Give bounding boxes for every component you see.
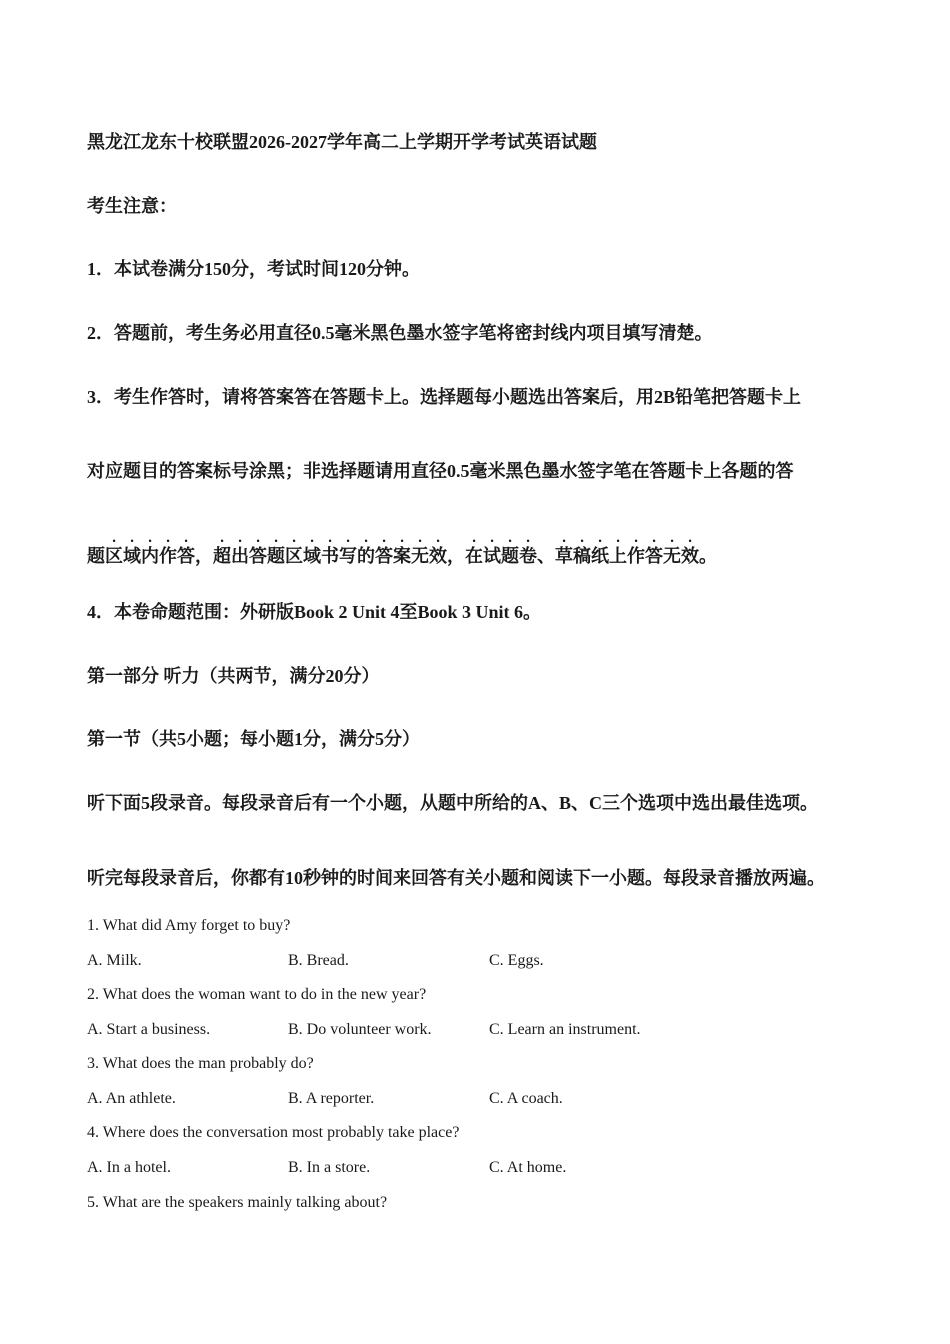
notice-heading: 考生注意： [87, 196, 177, 216]
question-stem: 2. What does the woman want to do in the new year? [87, 986, 427, 1003]
notice-item-3-line-2: 对应题目的答案标号涂黑；非选择题请用直径0.5毫米黑色墨水签字笔在答题卡上各题的答 [87, 461, 794, 481]
notice-item-1: 1．本试卷满分150分，考试时间120分钟。 [87, 259, 420, 279]
question-stem: 5. What are the speakers mainly talking about? [87, 1194, 388, 1211]
option-b: B. In a store. [288, 1159, 371, 1176]
option-b: B. A reporter. [288, 1090, 375, 1107]
question-stem: 4. Where does the conversation most probably take place? [87, 1124, 460, 1141]
question-stem: 1. What did Amy forget to buy? [87, 917, 291, 934]
notice-item-3-line-3 [87, 536, 717, 568]
option-c: C. Eggs. [489, 952, 544, 969]
notice-item-3-line-1: 3．考生作答时，请将答案答在答题卡上。选择题每小题选出答案后，用2B铅笔把答题卡上 [87, 387, 802, 407]
notice-text: ， [447, 546, 465, 566]
option-a: A. An athlete. [87, 1090, 176, 1107]
notice-text: 。 [699, 546, 717, 566]
part1-heading: 第一部分 听力（共两节，满分20分） [87, 666, 380, 686]
option-b: B. Bread. [288, 952, 349, 969]
option-a: A. Start a business. [87, 1021, 211, 1038]
notice-text: 题 [87, 546, 105, 566]
option-c: C. Learn an instrument. [489, 1021, 641, 1038]
question-stem: 3. What does the man probably do? [87, 1055, 314, 1072]
section1-heading: 第一节（共5小题；每小题1分，满分5分） [87, 729, 420, 749]
instructions-line-1: 听下面5段录音。每段录音后有一个小题，从题中所给的A、B、C三个选项中选出最佳选项。 [87, 793, 818, 813]
option-a: A. Milk. [87, 952, 142, 969]
notice-item-2: 2．答题前，考生务必用直径0.5毫米黑色墨水签字笔将密封线内项目填写清楚。 [87, 323, 713, 343]
option-c: C. A coach. [489, 1090, 563, 1107]
exam-title: 黑龙江龙东十校联盟2026-2027学年高二上学期开学考试英语试题 [87, 132, 597, 152]
emphasized-text: 草稿纸上作答无效 [555, 546, 699, 566]
emphasized-text: 区域内作答，超出答题区域书写的答案无效 [105, 546, 447, 566]
notice-item-4: 4．本卷命题范围：外研版Book 2 Unit 4至Book 3 Unit 6。 [87, 602, 542, 622]
option-b: B. Do volunteer work. [288, 1021, 432, 1038]
emphasized-text: 在试题卷、 [465, 546, 555, 566]
option-c: C. At home. [489, 1159, 567, 1176]
instructions-line-2: 听完每段录音后，你都有10秒钟的时间来回答有关小题和阅读下一小题。每段录音播放两遍。 [87, 868, 825, 888]
option-a: A. In a hotel. [87, 1159, 171, 1176]
